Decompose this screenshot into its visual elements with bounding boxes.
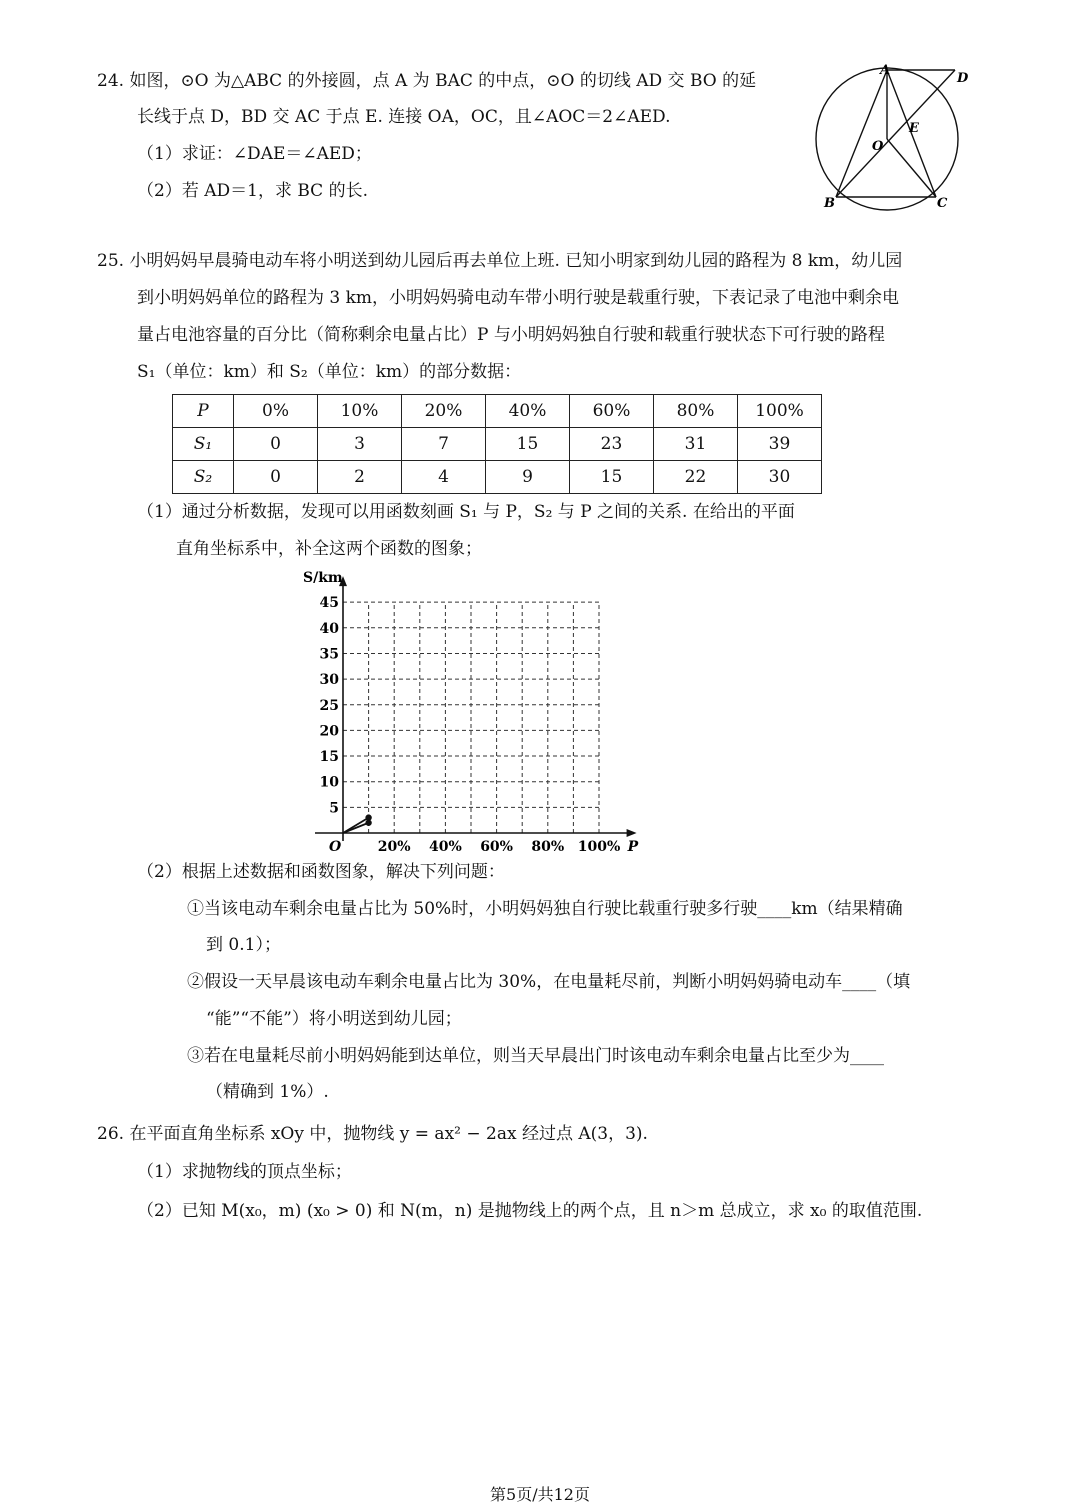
y-tick-label: 10 — [319, 774, 339, 791]
x-axis-label: P — [627, 839, 639, 855]
table-cell: 23 — [570, 428, 654, 461]
y-tick-label: 15 — [319, 749, 339, 766]
q26-line-2: （1）求抛物线的顶点坐标； — [137, 1162, 352, 1182]
q25-part1-line-1: （1）通过分析数据，发现可以用函数刻画 S₁ 与 P，S₂ 与 P 之间的关系. 在给出的平面 — [137, 502, 795, 522]
origin-label: O — [329, 839, 342, 855]
y-tick-label: 40 — [319, 620, 339, 637]
q25-part2-line-1: （2）根据上述数据和函数图象，解决下列问题： — [137, 862, 505, 882]
table-cell: 39 — [738, 428, 822, 461]
q25-part2-line-5: “能”“不能”）将小明送到幼儿园； — [206, 1009, 462, 1029]
table-cell: 3 — [318, 428, 402, 461]
q25-coordinate-chart — [290, 570, 650, 855]
q25-part2-line-7: （精确到 1%）. — [206, 1082, 329, 1102]
table-cell: 60% — [570, 395, 654, 428]
q25-part1-line-2: 直角坐标系中，补全这两个函数的图象； — [176, 539, 482, 559]
table-cell: 15 — [570, 461, 654, 494]
table-cell: P — [173, 395, 234, 428]
y-tick-label: 25 — [319, 697, 339, 714]
table-row — [173, 428, 822, 461]
table-cell: 0% — [234, 395, 318, 428]
table-cell: 10% — [318, 395, 402, 428]
q25-part2-line-4: ②假设一天早晨该电动车剩余电量占比为 30%，在电量耗尽前，判断小明妈妈骑电动车____（填 — [187, 972, 911, 992]
q25-part2-line-3: 到 0.1）； — [206, 935, 281, 955]
q25-part2-line-2: ①当该电动车剩余电量占比为 50%时，小明妈妈独自行驶比载重行驶多行驶____km（结果精确 — [187, 899, 903, 919]
y-axis-label: S/km — [303, 570, 343, 587]
q25-data-table — [172, 394, 822, 494]
y-tick-label: 35 — [319, 646, 339, 663]
table-cell: 0 — [234, 428, 318, 461]
table-cell: 22 — [654, 461, 738, 494]
data-point — [365, 820, 371, 826]
segment-bd — [836, 70, 955, 197]
table-cell: 31 — [654, 428, 738, 461]
x-tick-label: 40% — [429, 839, 462, 855]
label-e: E — [909, 121, 919, 136]
table-cell: 20% — [402, 395, 486, 428]
q26-line-1: 26. 在平面直角坐标系 xOy 中，抛物线 y = ax² − 2ax 经过点 A(3，3). — [97, 1124, 648, 1144]
table-cell: 9 — [486, 461, 570, 494]
q24-line-2: 长线于点 D，BD 交 AC 于点 E. 连接 OA，OC，且∠AOC＝2∠AED. — [137, 107, 671, 127]
table-cell: 100% — [738, 395, 822, 428]
label-o: O — [872, 139, 884, 154]
x-tick-label: 60% — [480, 839, 513, 855]
page-footer: 第5页/共12页 — [490, 1485, 590, 1504]
table-cell: S₂ — [173, 461, 234, 494]
y-tick-label: 20 — [319, 723, 339, 740]
y-tick-label: 30 — [319, 672, 339, 689]
y-tick-label: 45 — [319, 595, 339, 612]
table-cell: 30 — [738, 461, 822, 494]
x-tick-label: 100% — [577, 839, 621, 855]
label-d: D — [957, 71, 969, 86]
segment-ab — [836, 70, 887, 197]
y-tick-label: 5 — [329, 800, 339, 817]
label-a: A — [880, 63, 891, 78]
table-cell: 2 — [318, 461, 402, 494]
x-tick-label: 20% — [377, 839, 411, 855]
q25-line-1: 25. 小明妈妈早晨骑电动车将小明送到幼儿园后再去单位上班. 已知小明家到幼儿园的路程为 8 km，幼儿园 — [97, 251, 903, 271]
table-cell: S₁ — [173, 428, 234, 461]
chart-series — [343, 814, 372, 833]
x-tick-label: 80% — [531, 839, 565, 855]
table-cell: 80% — [654, 395, 738, 428]
chart-axes — [315, 576, 637, 841]
table-cell: 15 — [486, 428, 570, 461]
table-row — [173, 461, 822, 494]
q25-line-3: 量占电池容量的百分比（简称剩余电量占比）P 与小明妈妈独自行驶和载重行驶状态下可行驶的路程 — [137, 325, 885, 345]
label-b: B — [824, 196, 835, 211]
q24-line-4: （2）若 AD＝1，求 BC 的长. — [137, 181, 368, 201]
q25-line-4: S₁（单位：km）和 S₂（单位：km）的部分数据： — [137, 362, 522, 382]
table-cell: 4 — [402, 461, 486, 494]
label-c: C — [937, 196, 948, 211]
chart-grid — [343, 602, 599, 833]
table-header-row — [173, 395, 822, 428]
table-cell: 0 — [234, 461, 318, 494]
table-cell: 40% — [486, 395, 570, 428]
x-axis-arrow — [627, 829, 637, 837]
q24-line-1: 24. 如图，⊙O 为△ABC 的外接圆，点 A 为 BAC 的中点，⊙O 的切线 AD 交 BO 的延 — [97, 71, 757, 91]
q25-line-2: 到小明妈妈单位的路程为 3 km，小明妈妈骑电动车带小明行驶是载重行驶，下表记录了电池中剩余电 — [137, 288, 900, 308]
table-cell: 7 — [402, 428, 486, 461]
q25-part2-line-6: ③若在电量耗尽前小明妈妈能到达单位，则当天早晨出门时该电动车剩余电量占比至少为____ — [187, 1046, 884, 1066]
segment-oc — [887, 139, 936, 197]
q26-line-3: （2）已知 M(x₀，m) (x₀ > 0) 和 N(m，n) 是抛物线上的两个点，且 n＞m 总成立，求 x₀ 的取值范围. — [137, 1201, 923, 1221]
q24-geometry-figure — [805, 62, 985, 212]
q24-line-3: （1）求证：∠DAE＝∠AED； — [137, 144, 372, 164]
